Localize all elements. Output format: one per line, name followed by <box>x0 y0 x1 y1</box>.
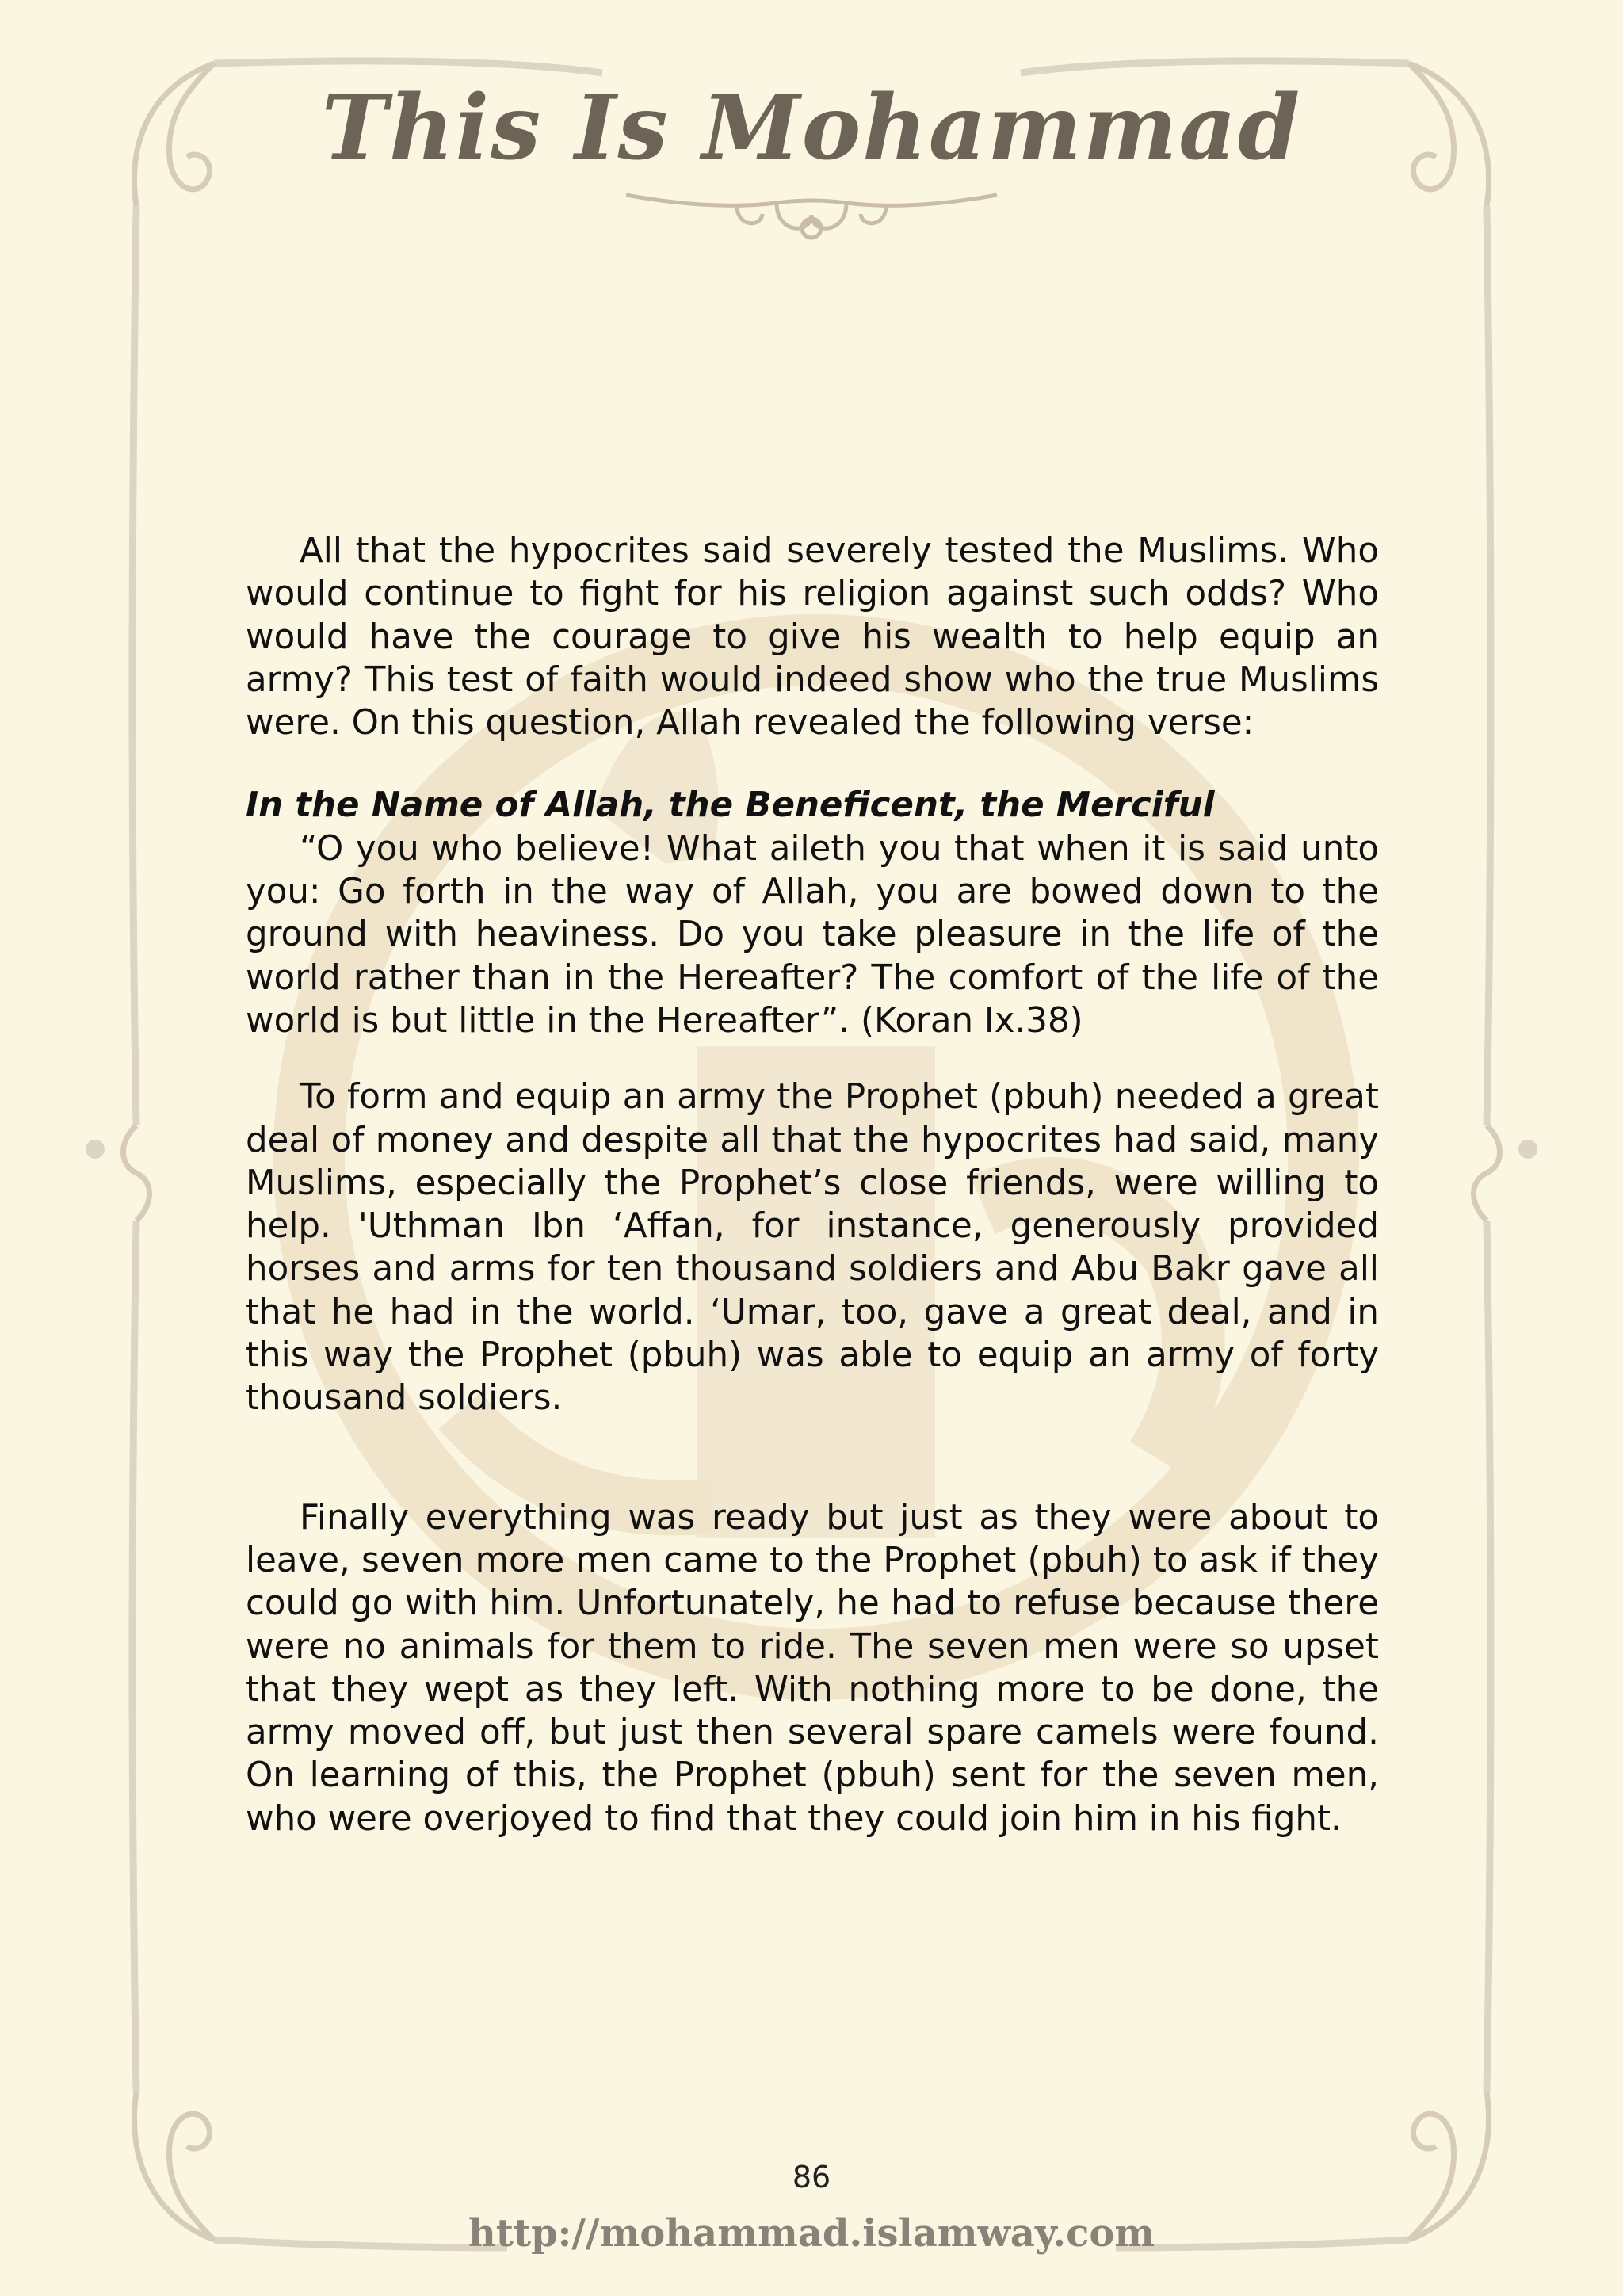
scroll-flourish-ornament <box>618 179 1005 250</box>
paragraph-seven-men: Finally everything was ready but just as they were about to leave, seven more men came to the Prophet (pbuh) to ask if they could go with him. Unfortunately, he had to refuse because there were no animals for them to ride. The seven men were so upset that they wept as they left. With nothing more to be done, the army moved off, but just then several spare camels were found. On learning of this, the Prophet (pbuh) sent for the seven men, who were overjoyed to find that they could join him in his fight. <box>246 1497 1379 1839</box>
footer-url: http://mohammad.islamway.com <box>468 2211 1155 2256</box>
verse-heading: In the Name of Allah, the Beneficent, the Merciful <box>246 785 1215 826</box>
paragraph-hypocrites-test: All that the hypocrites said severely tested the Muslims. Who would continue to fight for his religion against such odds? Who would have the courage to give his wealth to help equip an army? This test of faith would indeed show who the true Muslims were. On this question, Allah revealed the following verse: <box>246 531 1379 743</box>
verse-quote: “O you who believe! What aileth you that when it is said unto you: Go forth in the way of Allah, you are bowed down to the ground with heaviness. Do you take pleasure in the life of the world rather than in the Hereafter? The comfort of the life of the world is but little in the Hereafter”. (Koran Ix.38) <box>246 828 1379 1041</box>
page-number: 86 <box>792 2160 831 2195</box>
page-header-title: This Is Mohammad <box>321 76 1302 180</box>
document-body <box>246 529 1379 1840</box>
paragraph-equip-army: To form and equip an army the Prophet (pbuh) needed a great deal of money and despite all that the hypocrites had said, many Muslims, especially the Prophet’s close friends, were willing to help. 'Uthman Ibn ‘Affan, for instance, generously provided horses and arms for ten thousand soldiers and Abu Bakr gave all that he had in the world. ‘Umar, too, gave a great deal, and in this way the Prophet (pbuh) was able to equip an army of forty thousand soldiers. <box>246 1077 1379 1419</box>
